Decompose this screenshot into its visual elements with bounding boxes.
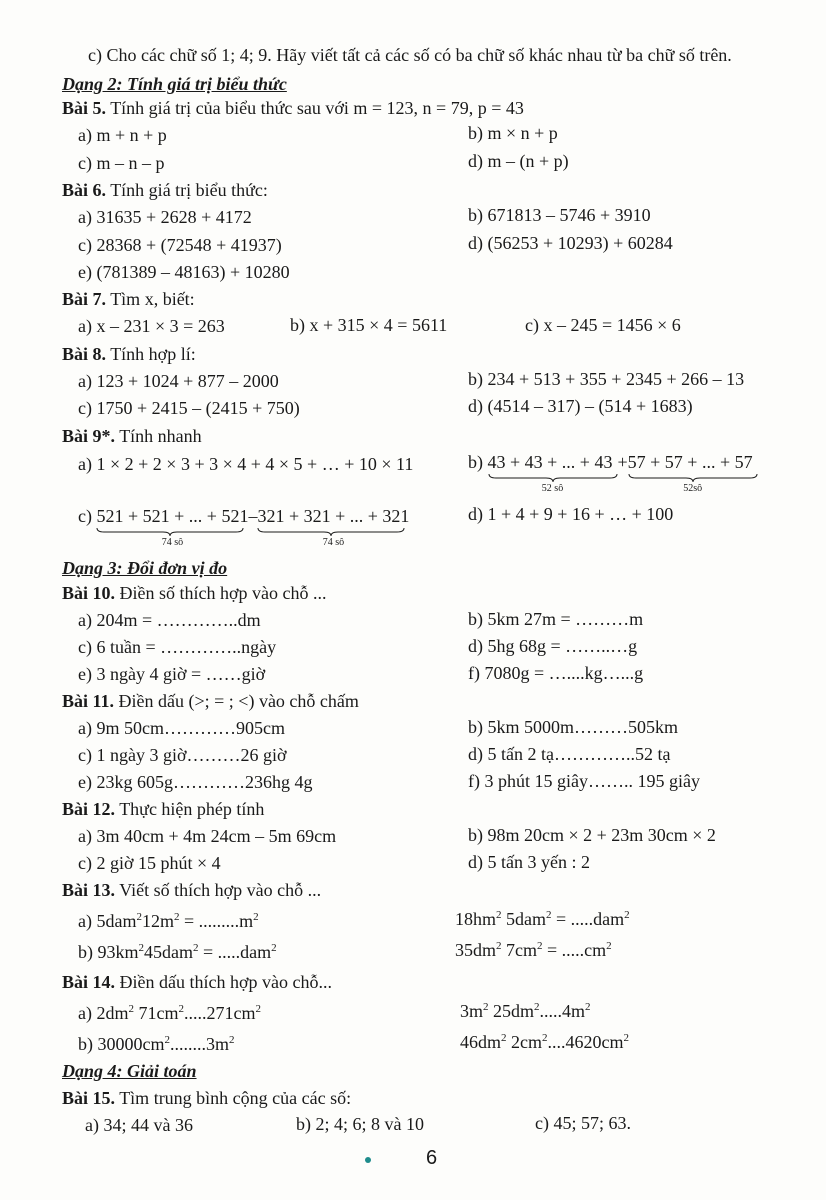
- unit-dm: 46dm: [460, 1032, 502, 1052]
- exercise-5-c: c) m – n – p: [78, 153, 165, 173]
- exercise-12-number: Bài 12.: [62, 799, 116, 819]
- exponent: 2: [136, 911, 142, 923]
- blank-cm: = .....cm: [542, 940, 607, 960]
- unit-hm: 18hm: [455, 909, 497, 929]
- exponent: 2: [138, 942, 145, 954]
- unit-cm: 30000cm: [97, 1034, 165, 1054]
- exercise-8-prompt: [62, 343, 196, 365]
- exponent: 2: [483, 1001, 489, 1013]
- exercise-11-prompt: [62, 690, 359, 712]
- exercise-5-prompt: [62, 97, 524, 119]
- exercise-13-b: [78, 941, 277, 963]
- exercise-7-text: Tìm x, biết:: [106, 289, 195, 309]
- blank-dam: = .....dam: [198, 942, 272, 962]
- exercise-12-a: a) 3m 40cm + 4m 24cm – 5m 69cm: [78, 826, 337, 846]
- exercise-12-text: Thực hiện phép tính: [115, 799, 265, 819]
- exercise-14-a: [78, 1002, 261, 1024]
- unit-dam: 45dam: [144, 942, 194, 962]
- underbrace-sum-43: [488, 451, 618, 495]
- exercise-6-e: e) (781389 – 48163) + 10280: [78, 262, 290, 282]
- unit-km: 93km: [97, 942, 139, 962]
- underbrace-icon: [96, 527, 244, 537]
- exercise-8-a: a) 123 + 1024 + 877 – 2000: [78, 371, 279, 391]
- exercise-9-a: a) 1 × 2 + 2 × 3 + 3 × 4 + 4 × 5 + … + 10 × 11: [78, 454, 414, 474]
- exercise-11-d: d) 5 tấn 2 tạ…………..52 tạ: [468, 744, 671, 764]
- exercise-c-text: c) Cho các chữ số 1; 4; 9. Hãy viết tất cả các số có ba chữ số khác nhau từ ba chữ số trên.: [88, 45, 732, 65]
- exercise-10-number: Bài 10.: [62, 583, 116, 603]
- sum-521-expr: 521 + 521 + ... + 521: [96, 506, 249, 526]
- section-heading-4: Dạng 4: Giải toán: [62, 1061, 197, 1081]
- exponent: 2: [178, 1003, 184, 1015]
- exercise-10-f: f) 7080g = …....kg…...g: [468, 663, 644, 683]
- exercise-10-text: Điền số thích hợp vào chỗ ...: [115, 583, 327, 603]
- exercise-5-text: Tính giá trị của biểu thức sau với m = 123, n = 79, p = 43: [106, 98, 524, 118]
- exponent: 2: [542, 1032, 548, 1044]
- exponent: 2: [193, 942, 199, 954]
- exercise-14-text: Điền dấu thích hợp vào chỗ...: [115, 972, 332, 992]
- exponent: 2: [624, 909, 630, 921]
- exercise-7-a: a) x – 231 × 3 = 263: [78, 316, 225, 336]
- exercise-6-a: a) 31635 + 2628 + 4172: [78, 207, 252, 227]
- exercise-6-d: d) (56253 + 10293) + 60284: [468, 233, 673, 253]
- exercise-11-number: Bài 11.: [62, 691, 115, 711]
- exercise-13-a-label: a): [78, 911, 97, 931]
- page-number: 6: [426, 1147, 438, 1169]
- exponent: 2: [606, 940, 612, 952]
- unit-dam: 5dam: [501, 909, 547, 929]
- underbrace-icon: [628, 473, 758, 483]
- exponent: 2: [623, 1032, 630, 1044]
- exercise-12-c: c) 2 giờ 15 phút × 4: [78, 853, 221, 873]
- exercise-13-a: [78, 910, 259, 932]
- exponent: 2: [585, 1001, 591, 1013]
- exercise-10-a: a) 204m = …………..dm: [78, 610, 261, 630]
- underbrace-icon: [257, 527, 405, 537]
- exercise-5-b: b) m × n + p: [468, 123, 558, 143]
- unit-m: 3m: [460, 1001, 484, 1021]
- exercise-13-text: Viết số thích hợp vào chỗ ...: [115, 880, 322, 900]
- unit-dm: 25dm: [488, 1001, 535, 1021]
- decorative-dot: [365, 1157, 371, 1163]
- exercise-14-b-right: [460, 1031, 629, 1053]
- exercise-8-b: b) 234 + 513 + 355 + 2345 + 266 – 13: [468, 369, 745, 389]
- exercise-13-b-right: [455, 939, 612, 961]
- exercise-6-c: c) 28368 + (72548 + 41937): [78, 235, 282, 255]
- exponent: 2: [496, 909, 502, 921]
- exercise-15-number: Bài 15.: [62, 1088, 116, 1108]
- exercise-9-text: Tính nhanh: [115, 426, 202, 446]
- exercise-12-b: b) 98m 20cm × 2 + 23m 30cm × 2: [468, 825, 716, 845]
- sum-57-count: 52sô: [683, 483, 703, 494]
- exponent: 2: [229, 1034, 235, 1046]
- underbrace-sum-321: [257, 505, 409, 549]
- exercise-14-prompt: [62, 971, 332, 993]
- exercise-15-a: a) 34; 44 và 36: [85, 1115, 193, 1135]
- exponent: 2: [501, 1032, 507, 1044]
- exponent: 2: [174, 911, 180, 923]
- exercise-7-number: Bài 7.: [62, 289, 107, 309]
- exercise-11-f: f) 3 phút 15 giây…….. 195 giây: [468, 771, 700, 791]
- exercise-13-number: Bài 13.: [62, 880, 116, 900]
- section-heading-2: Dạng 2: Tính giá trị biểu thức: [62, 74, 287, 94]
- exercise-14-number: Bài 14.: [62, 972, 116, 992]
- exponent: 2: [255, 1003, 261, 1015]
- unit-dm: 35dm: [455, 940, 497, 960]
- blank-dam: = .....dam: [551, 909, 625, 929]
- unit-cm: 2cm: [506, 1032, 543, 1052]
- exercise-11-e: e) 23kg 605g…………236hg 4g: [78, 772, 313, 792]
- exercise-6-number: Bài 6.: [62, 180, 107, 200]
- blank-m: ........3m: [170, 1034, 230, 1054]
- exercise-9-number: Bài 9*.: [62, 426, 116, 446]
- blank-m: .....4m: [539, 1001, 586, 1021]
- exercise-11-c: c) 1 ngày 3 giờ………26 giờ: [78, 745, 287, 765]
- exercise-13-b-label: b): [78, 942, 98, 962]
- exercise-14-a-label: a): [78, 1003, 97, 1023]
- exercise-10-c: c) 6 tuần = …………..ngày: [78, 637, 277, 657]
- exercise-15-prompt: [62, 1087, 351, 1109]
- exponent: 2: [253, 911, 259, 923]
- exercise-8-c: c) 1750 + 2415 – (2415 + 750): [78, 398, 300, 418]
- section-heading-3: Dạng 3: Đổi đơn vị đo: [62, 558, 228, 578]
- exercise-14-b-label: b): [78, 1034, 98, 1054]
- exercise-7-prompt: [62, 288, 195, 310]
- underbrace-sum-521: [96, 505, 248, 549]
- exercise-12-d: d) 5 tấn 3 yến : 2: [468, 852, 590, 872]
- exercise-12-prompt: [62, 798, 264, 820]
- exercise-5-number: Bài 5.: [62, 98, 107, 118]
- exercise-14-b: [78, 1033, 235, 1055]
- exercise-9-prompt: [62, 425, 202, 447]
- exercise-10-b: b) 5km 27m = ………m: [468, 609, 644, 629]
- exponent: 2: [537, 940, 543, 952]
- exercise-9-b: [468, 451, 758, 495]
- unit-dm: 2dm: [96, 1003, 129, 1023]
- underbrace-icon: [488, 473, 618, 483]
- sum-321-count: 74 sô: [322, 537, 345, 548]
- exponent: 2: [164, 1034, 170, 1046]
- underbrace-sum-57: [628, 451, 758, 495]
- sum-521-count: 74 sô: [161, 537, 184, 548]
- exercise-10-e: e) 3 ngày 4 giờ = ……giờ: [78, 664, 266, 684]
- exercise-9-c: [78, 505, 409, 549]
- exercise-10-d: d) 5hg 68g = ……..…g: [468, 636, 638, 656]
- exercise-11-text: Điền dấu (>; = ; <) vào chỗ chấm: [114, 691, 359, 711]
- exercise-6-prompt: [62, 179, 268, 201]
- sum-57-expr: 57 + 57 + ... + 57: [627, 452, 753, 472]
- exercise-5-d: d) m – (n + p): [468, 151, 569, 171]
- exercise-15-text: Tìm trung bình cộng của các số:: [115, 1088, 352, 1108]
- exponent: 2: [546, 909, 552, 921]
- exponent: 2: [271, 942, 277, 954]
- exercise-7-b: b) x + 315 × 4 = 5611: [290, 315, 448, 335]
- exercise-14-a-right: [460, 1000, 591, 1022]
- exercise-15-c: c) 45; 57; 63.: [535, 1113, 631, 1133]
- exercise-9-b-operator: +: [617, 452, 628, 472]
- sum-43-count: 52 sô: [541, 483, 564, 494]
- exercise-9-d: d) 1 + 4 + 9 + 16 + … + 100: [468, 504, 674, 524]
- exercise-9-b-label: b): [468, 452, 488, 472]
- exercise-6-text: Tính giá trị biểu thức:: [106, 180, 268, 200]
- exercise-8-text: Tính hợp lí:: [106, 344, 196, 364]
- exercise-10-prompt: [62, 582, 327, 604]
- unit-dam: 5dam: [96, 911, 137, 931]
- exercise-7-c: c) x – 245 = 1456 × 6: [525, 315, 681, 335]
- unit-m: 12m: [141, 911, 174, 931]
- exercise-13-prompt: [62, 879, 321, 901]
- exercise-8-d: d) (4514 – 317) – (514 + 1683): [468, 396, 693, 416]
- exercise-15-b: b) 2; 4; 6; 8 và 10: [296, 1114, 424, 1134]
- exercise-6-b: b) 671813 – 5746 + 3910: [468, 205, 651, 225]
- blank-cm: .....271cm: [184, 1003, 256, 1023]
- blank-cm: ....4620cm: [547, 1032, 624, 1052]
- exercise-9-c-operator: –: [248, 506, 258, 526]
- sum-43-expr: 43 + 43 + ... + 43: [487, 452, 613, 472]
- sum-321-expr: 321 + 321 + ... + 321: [257, 506, 410, 526]
- exercise-13-a-right: [455, 908, 630, 930]
- exercise-11-a: a) 9m 50cm…………905cm: [78, 718, 285, 738]
- unit-cm: 71cm: [134, 1003, 179, 1023]
- exercise-9-c-label: c): [78, 506, 97, 526]
- exponent: 2: [496, 940, 502, 952]
- blank-m: = .........m: [179, 911, 254, 931]
- exponent: 2: [128, 1003, 134, 1015]
- exercise-8-number: Bài 8.: [62, 344, 107, 364]
- exponent: 2: [534, 1001, 540, 1013]
- unit-cm: 7cm: [501, 940, 538, 960]
- exercise-5-a: a) m + n + p: [78, 125, 167, 145]
- exercise-11-b: b) 5km 5000m………505km: [468, 717, 678, 737]
